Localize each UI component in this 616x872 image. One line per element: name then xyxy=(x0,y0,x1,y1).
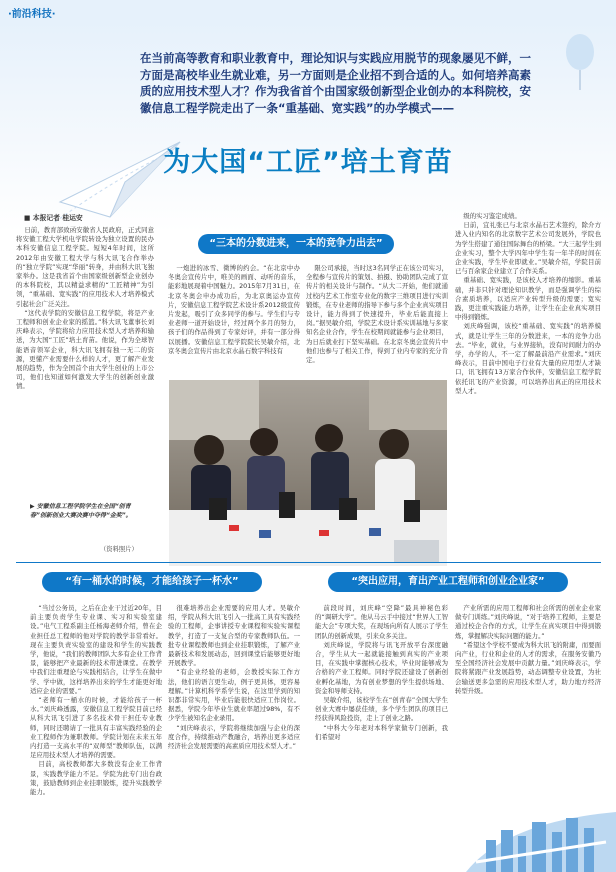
photo-credit: （资料照片） xyxy=(100,546,138,553)
lead-paragraph: 在当前高等教育和职业教育中，理论知识与实践应用脱节的现象屡见不鲜，一方面是高校毕业生就业难，另一方面则是企业招不到合适的人。如何培养高素质的应用技术型人才？作为我省首个由国家级创新型企业创办的本科院校，安徽信息工程学院走出了一条“重基础、宽实践”的办学模式—— xyxy=(140,51,531,115)
paragraph: 级的实习鉴定成绩。 xyxy=(463,212,521,220)
section-rubric: ·前沿科技· xyxy=(8,9,56,20)
paragraph: 很难培养出企业需要的应用人才。吴敏介绍，学院从科大讯飞引入一批高工具有实践经验的工程师，企事讲授专业课程和实验实课程教学，打造了一支复合型的专家教师队伍。一批专业课程教师也到企业挂职锻炼，了解产业最新技术和发展动态，回到课堂后能够更好地开展教学。 xyxy=(168,604,300,668)
paragraph: “有企业经验的老师，会教授实际工作方法，他们的语言更生动，例子更具体，更容易理解。”计算机科学系学生说，在这里学到的知识都非常实用，毕业后能很快适应工作岗位。据悉，学院今年毕业生就业率超过98%，有不少学生被知名企业录用。 xyxy=(168,668,300,723)
students-robots-image xyxy=(169,380,447,566)
article-column-1 xyxy=(16,226,154,498)
photo-caption: ▶ 安徽信息工程学院学生在全国“创青春”创新创业大赛决赛中夺得“金奖”。 xyxy=(30,503,132,519)
section-title-3: “突出应用，育出产业工程师和创业企业家” xyxy=(328,572,568,592)
article-column-8 xyxy=(455,604,601,790)
paragraph: 日前，宜礼张已与北京水晶石艺术签约，除介方进入业内知名的北京数字艺术公司发展外，学院也为学生搭建了通往国际舞台的桥梁。“大三起学生到企业实习，整个大学四年中学生有一年半的时间在企业实践，学生毕业即就业。”吴敏介绍，学院目前已与百余家企业建立了合作关系。 xyxy=(455,221,601,276)
paragraph: 一炮进的冰雪、微博的约会。“在北京中办冬奥会宣传片中，唯美的画面、动听的音乐，能彩地展现着中国魅力。2015年7月31日，在北京冬奥会申办成功后，为北京奥运办宣传片，安徽信息工程学院艺术设计系2012级宣传片发起，吸引了众多同学的参与。学生们与专业老师一道开始设计，经过两个多月的努力，孩子们的作品得到了专家好评，并有一部分得以展播。安徽信息工程学院院长吴敏介绍，北京冬奥会宣传片由北京水晶石数字科技有 xyxy=(168,264,300,355)
paragraph: 吴敏介绍，该校学生在“创青春”全国大学生创业大赛中屡获佳绩，多个学生团队的项目已经获得风险投资，走上了创业之路。 xyxy=(315,696,448,723)
cityscape-graphic xyxy=(466,792,616,872)
paragraph: 限公司承接，当时这3名同学正在该公司实习，全程参与宣传片的策划、拍摄、协助团队完成了宣传片的相关设计与制作。“从大二开始，他们就通过校内艺术工作室专业化的数字三维项目进行实训锻炼，在专业老师的指导下参与多个企业真实项目设计，能力得到了快速提升，毕业后能直接上岗。”据吴敏介绍，学院艺术设计系实训基地与多家知名企业合作，学生在校期间就能参与企业项目，为日后就业打下坚实基础。在北京冬奥会宣传片中他们也参与了相关工作，得到了业内专家的充分肯定。 xyxy=(306,264,448,365)
paragraph: 日前，教育部致函安徽省人民政府，正式同意将安徽工程大学机电学院转设为独立设置的民办本科安徽信息工程学院。短短4年时间，这所2012年由安徽工程大学与科大讯飞合作举办的“独立学院”实现“华丽”转身，并由科大讯飞独家举办。这是我省首个由国家级创新型企业创办的本科院校，其以精益求精的“工匠精神”为引领，“重基础、宽实践”的应用技术人才培养模式引起社会广泛关注。 xyxy=(16,226,154,308)
paragraph: “这代表学院的安徽信息工程学院，将是产业工程师和创业企业家的摇篮。”科大讯飞董事长刘庆峰表示，学院将给力应用技术型人才培养和输送，为大国“工匠”培土育苗。他说，作为全球智能语音领军企业，科大讯飞拥有独一无二的资源，更懂产业需要什么样的人才，更了解产业发展的趋势，作为全国首个由大学生创业的上市公司，他们也知道如何激发大学生的创新创业激情。 xyxy=(16,308,154,391)
paragraph: “当过公务员，之后在企业干过近20年，目前主要负责学生专业课、实习和实验室建设。”电气工程系副主任杨海老师介绍，曾在企业担任总工程师的他对学院的教学非常看好。现在主要负责实验室的建设和学生的实践教学，他说，“我们的教师团队大多有企业工作背景，能够把产业最新的技术带进课堂。在教学中我们注重理论与实践相结合，让学生在做中学、学中做，这样培养出来的学生才能更好地适应企业的需要。” xyxy=(30,604,162,695)
paragraph: 前段时间，刘庆峰“空降”最具神秘色彩的“调研大学”。他从马云手中接过“世界人工智能大会”专项大奖，在现场向所有人展示了学生团队的创新成果，引来众多关注。 xyxy=(315,604,448,640)
article-column-3 xyxy=(306,264,448,378)
article-column-6 xyxy=(168,604,300,862)
top-banner xyxy=(0,0,616,22)
paragraph: 刘庆峰强调，该校“重基础、宽实践”的培养模式，就是让学生三年的分数进来，一本的竞争力出去。“毕业，就业，与业界接轨，没有时间耐力的办学，办学的人，不一定了解最前沿产业需求。”刘庆峰表示，目前中国电子行业有大量的应用型人才缺口，讯飞拥有13万家合作伙伴，安徽信息工程学院依托讯飞的产业资源，可以培养出真正的应用技术型人才。 xyxy=(455,322,601,395)
paragraph: 刘庆峰说，学院将与讯飞开放平台深度融合，学生从大一起就能接触到真实的产业项目，在实践中掌握核心技术，毕业时能够成为合格的产业工程师。同时学院还建设了创新创业孵化基地，为有创业梦想的学生提供场地、资金和导师支持。 xyxy=(315,640,448,695)
section-title-2: “有一桶水的时候，才能给孩子一杯水” xyxy=(42,572,262,592)
paragraph: 产业所需的应用工程师和社会所需的创业企业家做专门训练。”刘庆峰说，“对于培养工程师，主要是通过校企合作的方式，让学生在真实项目中得到锻炼，掌握解决实际问题的能力。” xyxy=(455,604,601,640)
robot-photo xyxy=(169,380,447,566)
paragraph: “希望这个学校不要成为科大讯飞的附庸，而要面向产业，行业和企业的人才的需求，在服务安徽乃至全国经济社会发展中贡献力量。”刘庆峰表示，学院将紧跟产业发展趋势，动态调整专业设置，为社会输送更多急需的应用技术型人才，助力地方经济转型升级。 xyxy=(455,640,601,695)
paragraph: “老师有一桶水的时候，才能给孩子一杯水。”刘庆峰透露，安徽信息工程学院目前已经从科大讯飞引进了多名技术骨干担任专业教师，同时还聘请了一批具有丰富实践经验的企业工程师作为兼职教师。学院计划在未来五年内打造一支高水平的“双师型”教师队伍，以满足应用技术型人才培养的需要。 xyxy=(30,696,162,760)
paragraph: “中科大今年老对本科学家做专门创新，我们希望对 xyxy=(315,723,448,741)
article-column-5 xyxy=(30,604,162,862)
article-column-2 xyxy=(168,264,300,378)
paragraph: “刘庆峰表示，学院将继续加强与企业的深度合作，持续推动产教融合，培养出更多适应经济社会发展需要的高素质应用技术型人才。” xyxy=(168,723,300,751)
article-column-4 xyxy=(455,212,601,554)
balloon-icon xyxy=(560,32,600,92)
paragraph: 重基础、宽实践，是该校人才培养的缩影。重基础，并非只针对理论知识教学，而是强调学生的综合素质培养，以适应产业转型升级的需要；宽实践，更注重实践能力培养，让学生在企业真实项目中得到锻炼。 xyxy=(455,276,601,322)
section-title-1: “三本的分数进来，一本的竞争力出去” xyxy=(198,234,394,254)
paragraph: 目前，高校教师都大多数没有企业工作背景，实践教学能力不足。学院为此专门出台政策，鼓励教师到企业挂职锻炼，提升实践教学能力。 xyxy=(30,760,162,797)
article-column-7 xyxy=(315,604,448,856)
hero-area xyxy=(0,22,616,232)
divider xyxy=(16,562,601,563)
headline: 为大国“工匠”培土育苗 xyxy=(163,147,453,178)
byline: ■ 本报记者 桂运安 xyxy=(24,214,83,222)
